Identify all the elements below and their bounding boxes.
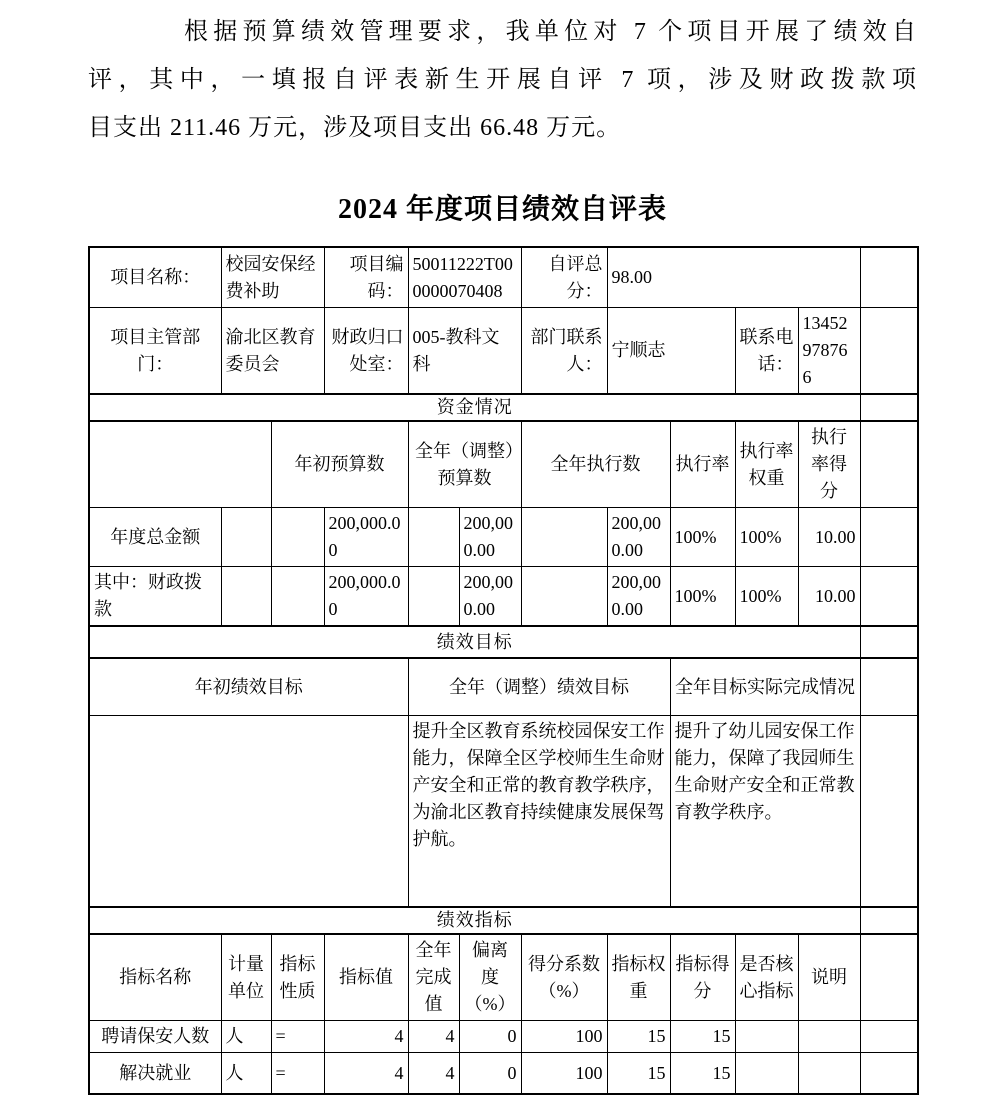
funding-rate-weight-value: 100% xyxy=(735,508,798,567)
empty-cell xyxy=(521,567,607,627)
ind-completed: 4 xyxy=(408,1021,459,1053)
dept-value: 渝北区教育委员会 xyxy=(221,308,324,395)
contact-label: 部门联系人： xyxy=(521,308,607,395)
ind-nature: = xyxy=(271,1021,324,1053)
ind-header-completed: 全年完成值 xyxy=(408,934,459,1021)
row-basic-2 xyxy=(89,308,918,395)
funding-initial-value: 200,000.00 xyxy=(324,567,408,627)
goals-header-adjusted: 全年（调整）绩效目标 xyxy=(408,658,670,716)
empty-cell xyxy=(271,567,324,627)
ind-deviation: 0 xyxy=(459,1021,521,1053)
funding-row-fiscal xyxy=(89,567,918,627)
ind-coefficient: 100 xyxy=(521,1021,607,1053)
funding-adjusted-value: 200,000.00 xyxy=(459,567,521,627)
goals-initial-text xyxy=(89,716,408,908)
funding-header-rate-score: 执行率得分 xyxy=(798,421,860,508)
funding-adjusted-value: 200,000.00 xyxy=(459,508,521,567)
ind-header-weight: 指标权重 xyxy=(607,934,670,1021)
dept-label: 项目主管部门： xyxy=(89,308,221,395)
funding-section-row xyxy=(89,394,918,421)
ind-header-deviation: 偏离度（%） xyxy=(459,934,521,1021)
empty-cell xyxy=(860,567,918,627)
indicator-row xyxy=(89,1021,918,1053)
phone-label: 联系电话： xyxy=(735,308,798,395)
ind-nature: = xyxy=(271,1053,324,1095)
intro-line-3: 目支出 211.46 万元，涉及项目支出 66.48 万元。 xyxy=(88,115,622,141)
ind-unit: 人 xyxy=(221,1021,271,1053)
ind-header-target: 指标值 xyxy=(324,934,408,1021)
row-basic-1 xyxy=(89,247,918,308)
goals-header-actual: 全年目标实际完成情况 xyxy=(670,658,860,716)
empty-cell xyxy=(860,421,918,508)
ind-coefficient: 100 xyxy=(521,1053,607,1095)
ind-note xyxy=(798,1021,860,1053)
funding-rate-score-value: 10.00 xyxy=(798,567,860,627)
empty-cell xyxy=(860,508,918,567)
funding-executed-value: 200,000.00 xyxy=(607,567,670,627)
empty-cell xyxy=(860,658,918,716)
project-name-label: 项目名称： xyxy=(89,247,221,308)
ind-note xyxy=(798,1053,860,1095)
funding-row-label: 年度总金额 xyxy=(89,508,221,567)
evaluation-table xyxy=(88,246,919,1095)
ind-header-core: 是否核心指标 xyxy=(735,934,798,1021)
phone-value: 13452978766 xyxy=(798,308,860,395)
funding-header-rate: 执行率 xyxy=(670,421,735,508)
ind-core xyxy=(735,1053,798,1095)
finance-office-value: 005-教科文科 xyxy=(408,308,521,395)
funding-initial-value: 200,000.00 xyxy=(324,508,408,567)
funding-header-initial: 年初预算数 xyxy=(271,421,408,508)
empty-cell xyxy=(860,1021,918,1053)
funding-header-executed: 全年执行数 xyxy=(521,421,670,508)
intro-line-1: 根据预算绩效管理要求，我单位对 7 个项目开展了绩效自 xyxy=(184,19,917,45)
funding-section-title: 资金情况 xyxy=(89,394,860,421)
contact-value: 宁顺志 xyxy=(607,308,735,395)
funding-row-label: 其中：财政拨款 xyxy=(89,567,221,627)
goals-section-title: 绩效目标 xyxy=(89,626,860,658)
funding-rate-value: 100% xyxy=(670,567,735,627)
empty-cell xyxy=(408,567,459,627)
funding-row-total xyxy=(89,508,918,567)
ind-target: 4 xyxy=(324,1021,408,1053)
empty-cell xyxy=(860,308,918,395)
empty-cell xyxy=(271,508,324,567)
indicators-section-row xyxy=(89,907,918,934)
funding-header-rate-weight: 执行率权重 xyxy=(735,421,798,508)
ind-score: 15 xyxy=(670,1021,735,1053)
goals-section-row xyxy=(89,626,918,658)
goals-header-initial: 年初绩效目标 xyxy=(89,658,408,716)
goals-adjusted-text: 提升全区教育系统校园保安工作能力，保障全区学校师生生命财产安全和正常的教育教学秩序，为渝北区教育持续健康发展保驾护航。 xyxy=(408,716,670,908)
goals-content-row xyxy=(89,716,918,908)
indicators-header-row xyxy=(89,934,918,1021)
empty-cell xyxy=(860,934,918,1021)
empty-cell xyxy=(221,508,271,567)
funding-rate-score-value: 10.00 xyxy=(798,508,860,567)
funding-executed-value: 200,000.00 xyxy=(607,508,670,567)
self-score-value: 98.00 xyxy=(607,247,860,308)
project-code-label: 项目编码： xyxy=(324,247,408,308)
ind-header-score: 指标得分 xyxy=(670,934,735,1021)
funding-rate-value: 100% xyxy=(670,508,735,567)
empty-cell xyxy=(860,716,918,908)
project-code-value: 50011222T000000070408 xyxy=(408,247,521,308)
ind-header-note: 说明 xyxy=(798,934,860,1021)
ind-name: 聘请保安人数 xyxy=(89,1021,221,1053)
empty-cell xyxy=(860,1053,918,1095)
empty-cell xyxy=(860,394,918,421)
empty-cell xyxy=(89,421,271,508)
funding-header-adjusted: 全年（调整）预算数 xyxy=(408,421,521,508)
self-score-label: 自评总分： xyxy=(521,247,607,308)
funding-rate-weight-value: 100% xyxy=(735,567,798,627)
goals-header-row xyxy=(89,658,918,716)
indicators-section-title: 绩效指标 xyxy=(89,907,860,934)
funding-header-row xyxy=(89,421,918,508)
ind-header-unit: 计量单位 xyxy=(221,934,271,1021)
ind-unit: 人 xyxy=(221,1053,271,1095)
intro-line-2: 评，其中，一填报自评表新生开展自评 7 项，涉及财政拨款项 xyxy=(88,67,917,93)
page-title: 2024 年度项目绩效自评表 xyxy=(337,194,667,225)
ind-weight: 15 xyxy=(607,1053,670,1095)
empty-cell xyxy=(860,247,918,308)
empty-cell xyxy=(408,508,459,567)
finance-office-label: 财政归口处室： xyxy=(324,308,408,395)
indicator-row xyxy=(89,1053,918,1095)
empty-cell xyxy=(860,907,918,934)
empty-cell xyxy=(221,567,271,627)
ind-target: 4 xyxy=(324,1053,408,1095)
ind-deviation: 0 xyxy=(459,1053,521,1095)
empty-cell xyxy=(521,508,607,567)
ind-score: 15 xyxy=(670,1053,735,1095)
ind-completed: 4 xyxy=(408,1053,459,1095)
ind-header-name: 指标名称 xyxy=(89,934,221,1021)
goals-actual-text: 提升了幼儿园安保工作能力，保障了我园师生生命财产安全和正常教育教学秩序。 xyxy=(670,716,860,908)
ind-core xyxy=(735,1021,798,1053)
intro-paragraph xyxy=(88,8,917,152)
ind-name: 解决就业 xyxy=(89,1053,221,1095)
ind-header-coefficient: 得分系数（%） xyxy=(521,934,607,1021)
project-name-value: 校园安保经费补助 xyxy=(221,247,324,308)
ind-weight: 15 xyxy=(607,1021,670,1053)
empty-cell xyxy=(860,626,918,658)
ind-header-nature: 指标性质 xyxy=(271,934,324,1021)
